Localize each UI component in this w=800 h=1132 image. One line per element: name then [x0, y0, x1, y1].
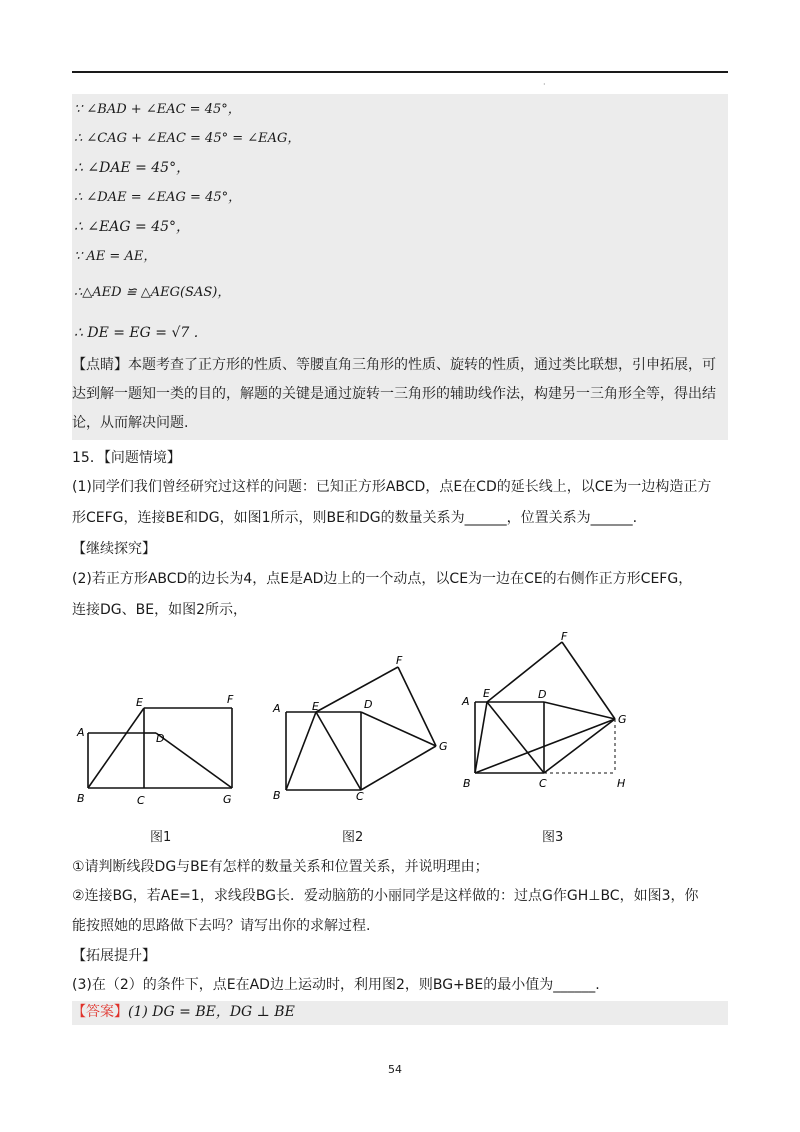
- answer-tag: 【答案】: [72, 1004, 128, 1020]
- figure-3: [455, 630, 635, 795]
- figure-3-caption: 图3: [542, 830, 564, 845]
- answer-line: [72, 998, 728, 1027]
- extend-heading: 【拓展提升】: [72, 948, 156, 964]
- label-e: E: [483, 687, 490, 700]
- label-g: G: [223, 793, 232, 806]
- label-b: B: [273, 789, 281, 802]
- part3-line: (3)在（2）的条件下，点E在AD边上运动时，利用图2，则BG+BE的最小值为______.: [72, 977, 600, 993]
- label-f: F: [227, 693, 234, 706]
- problem-heading: 15．【问题情境】: [72, 450, 181, 466]
- proof-line: ∵ AE = AE，: [74, 249, 157, 264]
- label-e: E: [312, 700, 319, 713]
- label-d: D: [156, 732, 165, 745]
- figure-1: [72, 690, 252, 815]
- proof-line: ∴ ∠EAG = 45°，: [74, 219, 191, 235]
- label-b: B: [463, 777, 471, 790]
- figure-1-caption: 图1: [150, 830, 172, 845]
- figure-2-caption: 图2: [342, 830, 364, 845]
- label-a: A: [462, 695, 470, 708]
- label-f: F: [561, 630, 568, 643]
- part2-line: (2)若正方形ABCD的边长为4，点E是AD边上的一个动点，以CE为一边在CE的右侧作正方形CEFG，: [72, 571, 693, 587]
- figure-2: [268, 652, 458, 804]
- comment-line: 论，从而解决问题.: [72, 415, 189, 431]
- proof-line: ∴ ∠DAE = ∠EAG = 45°，: [74, 190, 242, 205]
- comment-line: 达到解一题知一类的目的，解题的关键是通过旋转一三角形的辅助线作法，构建另一三角形全等，得出结: [72, 386, 716, 402]
- sub2-line: 能按照她的思路做下去吗？请写出你的求解过程.: [72, 918, 371, 934]
- label-c: C: [539, 777, 547, 790]
- answer-text: (1) DG = BE，DG ⊥ BE: [128, 1004, 295, 1020]
- header-dot: ·: [543, 80, 546, 89]
- proof-line: ∴ ∠CAG + ∠EAC = 45° = ∠EAG，: [74, 131, 301, 146]
- label-d: D: [364, 698, 373, 711]
- proof-line: ∴△AED ≌ △AEG(SAS)，: [74, 285, 231, 300]
- part1-line: (1)同学们我们曾经研究过这样的问题：已知正方形ABCD，点E在CD的延长线上，以CE为一边构造正方: [72, 479, 712, 495]
- comment-line: 【点睛】本题考查了正方形的性质、等腰直角三角形的性质、旋转的性质，通过类比联想，引申拓展，可: [72, 357, 716, 373]
- header-rule: [72, 71, 728, 73]
- label-f: F: [396, 654, 403, 667]
- label-g: G: [618, 713, 627, 726]
- label-e: E: [136, 696, 143, 709]
- label-c: C: [137, 794, 145, 807]
- label-b: B: [77, 792, 85, 805]
- proof-line: ∵ ∠BAD + ∠EAC = 45°，: [74, 102, 241, 117]
- label-g: G: [439, 740, 448, 753]
- label-h: H: [617, 777, 626, 790]
- label-c: C: [356, 790, 364, 803]
- continue-heading: 【继续探究】: [72, 541, 156, 557]
- part2-line: 连接DG、BE，如图2所示，: [72, 602, 247, 618]
- sub2-line: ②连接BG，若AE=1，求线段BG长．爱动脑筋的小丽同学是这样做的：过点G作GH⊥BC，如图3，你: [72, 888, 699, 904]
- label-a: A: [77, 726, 85, 739]
- label-d: D: [538, 688, 547, 701]
- sub1-line: ①请判断线段DG与BE有怎样的数量关系和位置关系，并说明理由；: [72, 859, 489, 875]
- page-number: 54: [388, 1063, 402, 1076]
- proof-line: ∴ DE = EG = √7 .: [74, 325, 199, 341]
- proof-line: ∴ ∠DAE = 45°，: [74, 160, 191, 176]
- label-a: A: [273, 702, 281, 715]
- part1-line: 形CEFG，连接BE和DG，如图1所示，则BE和DG的数量关系为______，位置关系为______.: [72, 510, 638, 526]
